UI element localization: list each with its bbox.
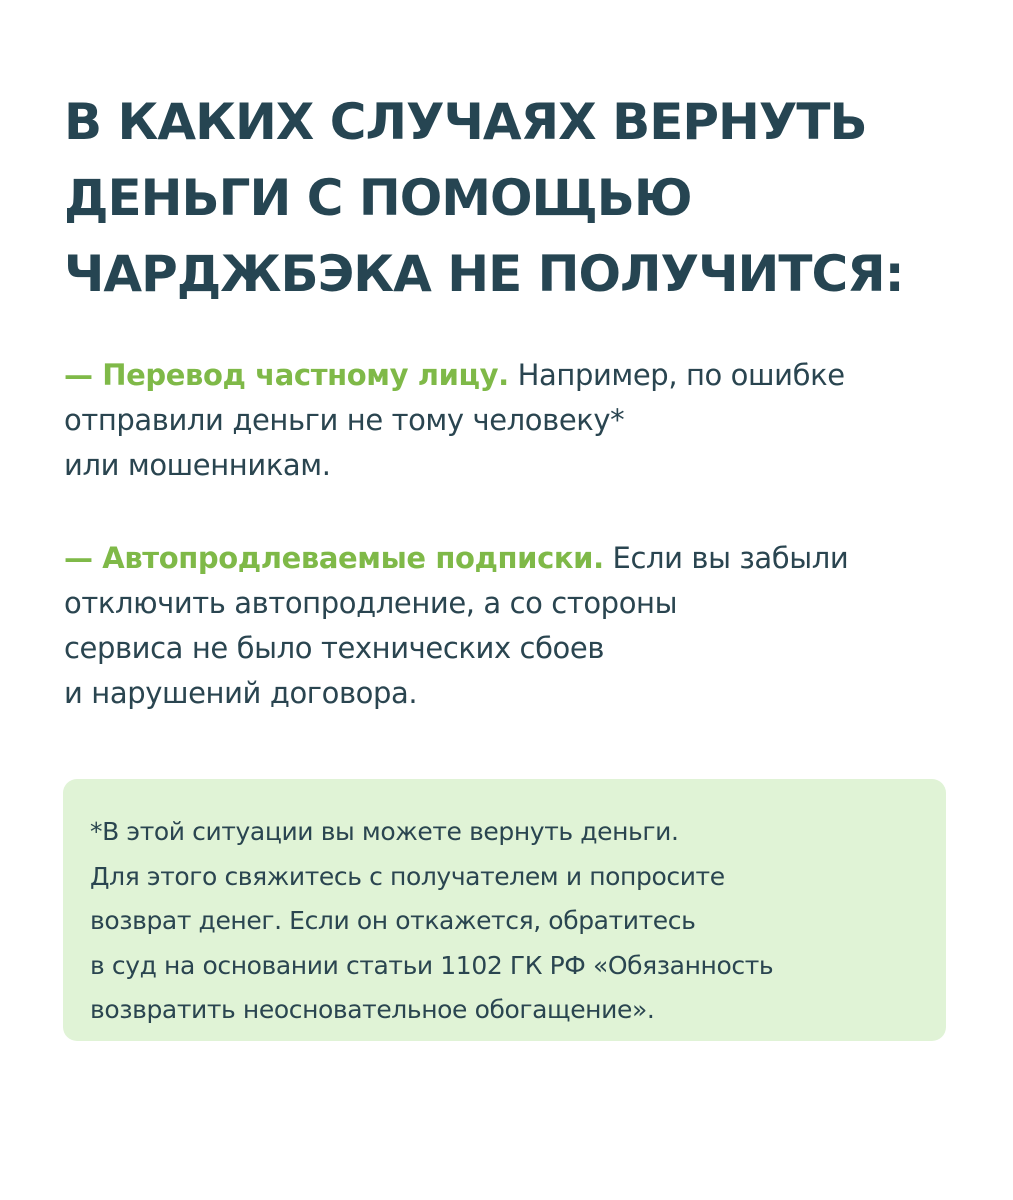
case-item-text: или мошенникам. <box>64 448 331 482</box>
case-item-text: отправили деньги не тому человеку* <box>64 403 625 437</box>
footnote-line: в суд на основании статьи 1102 ГК РФ «Обязанность <box>90 950 774 980</box>
footnote-line: Для этого свяжитесь с получателем и попросите <box>90 861 725 891</box>
footnote-line: *В этой ситуации вы можете вернуть деньги. <box>90 817 679 846</box>
case-item-first-line <box>64 536 964 581</box>
case-item-private-transfer <box>64 353 964 488</box>
case-item-text: и нарушений договора. <box>64 676 418 710</box>
footnote-line: возврат денег. Если он откажется, обратитесь <box>90 906 696 935</box>
case-item-subscriptions <box>64 536 964 716</box>
footnote-line: возвратить неосновательное обогащение». <box>90 995 655 1024</box>
footnote-box <box>63 779 946 1041</box>
footnote-text <box>90 810 946 1033</box>
case-item-first-line <box>64 353 964 398</box>
case-item-text: Например, по ошибке <box>508 358 845 392</box>
case-item-text: отключить автопродление, а со стороны <box>64 586 678 620</box>
title-line: В КАКИХ СЛУЧАЯХ ВЕРНУТЬ <box>64 93 867 151</box>
title-line: ДЕНЬГИ С ПОМОЩЬЮ <box>64 169 692 227</box>
case-item-text: сервиса не было технических сбоев <box>64 631 605 665</box>
title-line: ЧАРДЖБЭКА НЕ ПОЛУЧИТСЯ: <box>64 245 904 303</box>
page-title <box>64 84 964 312</box>
case-item-text: Если вы забыли <box>603 541 849 575</box>
case-item-highlight: — Перевод частному лицу. <box>64 358 509 392</box>
case-item-highlight: — Автопродлеваемые подписки. <box>64 541 604 575</box>
